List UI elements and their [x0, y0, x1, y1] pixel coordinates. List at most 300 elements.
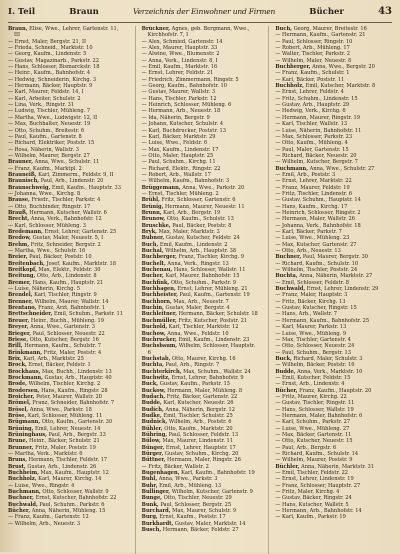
entry-details: Emil, Lehrer, Neuestr. 14 [35, 425, 101, 432]
entry-details: Peter, Maurer, Wallstr. 20 [36, 393, 102, 400]
entry-surname: Buck, [275, 355, 292, 362]
entry-details: Paul, Arb., Bergstr. 33 [48, 432, 106, 438]
entry-details: — Karl, Kaufm., Parkstr. 19 [275, 514, 346, 521]
entry-details: Max, Maurer, Schulstr. 9 [172, 508, 237, 515]
entry-surname: Budach, [141, 393, 166, 400]
entry-details: Anna, Wwe., Schulstr. 11 [34, 159, 100, 166]
page-header [8, 6, 392, 23]
entry-details: — Ludwig, Tischler, Mühleng. 7 [8, 108, 91, 115]
entry-details: Otto, Schlosser, Wallstr. 9 [42, 489, 109, 496]
entry-details: — Johann, Kutscher, Schulstr. 4 [141, 121, 224, 128]
entry-details: — Max, Bäcker, Gartenstr. 11 [275, 432, 352, 438]
entry-surname: Buchterkirch, [141, 368, 182, 375]
entry-details: — Frieda, Schneid., Marktstr. 10 [8, 45, 93, 52]
entry-details: — Fritz, Schuhm., Lindenstr. 15 [275, 95, 358, 102]
entry-details: Franz, Arzt, Bahnhofstr. 1 [38, 305, 105, 312]
entry-details: Emil, Kaufm., Lindenstr. 2 [159, 241, 228, 248]
entry-details: — Otto, Arb., Neuestr. 13 [275, 248, 341, 255]
right-column [268, 26, 392, 554]
entry-details: — Luise, Wwe., Ringstr. 4 [8, 482, 75, 489]
entry-details: Paul, Maurer, Bergstr. 30 [302, 254, 369, 261]
entry-surname: Buch, [141, 241, 159, 248]
entry-details: Max, Arb., Neuestr. 7 [173, 298, 229, 305]
entry-details: — Friedrich, Zimmermann, Ringstr. 5 [141, 76, 239, 83]
entry-details: Karl, Tischler, Marktstr. 12 [168, 324, 239, 331]
entry-surname: Brodersen, [8, 387, 40, 394]
entry-details: Anna, Näherin, Bergstr. 12 [165, 406, 235, 413]
entry-details: — Hermann, Maurer, Ringstr. 19 [275, 114, 360, 121]
entry-details: — Hedwig, Verk., Kirchg. 6 [275, 108, 346, 115]
entry-details: — Martha, Verk., Marktstr. 6 [8, 451, 83, 458]
entry-surname: Brühl, [141, 197, 160, 204]
entry-surname: Brentano, [8, 305, 37, 312]
entry-details: Fritz, Bäcker, Gartenstr. 22 [166, 393, 238, 400]
entry-details: — Anna, Verk., Lindenstr. 8, I [141, 57, 218, 64]
entry-surname: Brinkmann, [8, 349, 43, 356]
entry-details: Hermann, Tischler, Feldstr. 17 [28, 457, 108, 464]
entry-surname: Brösel, [8, 406, 29, 413]
entry-details: Ernst, Kutscher, Bahnhofstr. 22 [35, 495, 117, 502]
entry-details: — Luise, Wwe., Mühleng. 27 [275, 425, 350, 432]
entry-surname: Bruns, [8, 457, 28, 464]
entry-details: — Wilhelm, Arb., Neuestr. 3 [8, 520, 81, 527]
entry-details: Anna, Wwe., Parkstr. 20 [182, 184, 245, 191]
entry-surname: Buchelt, [141, 260, 166, 267]
entry-details: Karl, Tischler, Ringstr. 9 [34, 292, 97, 299]
entry-details: — Heinr., Kaufm., Bahnhofstr. 4 [8, 70, 91, 77]
entry-details: — Georg, Kaufm., Bahnhofstr. 10 [141, 83, 227, 90]
entry-details: — Hans, Kutscher, Wallstr. 5 [275, 501, 349, 508]
entry-details: — Wilhelm, Kutscher, Bergstr. 7 [275, 159, 358, 166]
entry-details: — Max, Kaufm., Lindenstr. 17 [141, 146, 219, 153]
entry-surname: Brüning, [8, 425, 34, 432]
entry-details: — Karl, Maurer, Parkstr. 13 [275, 324, 347, 331]
entry-details: Gustav, Arb., Hauptstr. 40 [44, 374, 112, 381]
entry-surname: Brune, [8, 438, 28, 445]
entry-surname: Brode, [8, 381, 27, 388]
entry-details: Otto, Tischler, Neuestr. 29 [163, 495, 232, 502]
entry-details: — Wilhelm, Maurer, Bergstr. 27 [8, 152, 90, 159]
entry-surname: Budde, [275, 368, 296, 375]
entry-surname: Buchhagen, [141, 286, 176, 293]
entry-surname: Buchleitner, [141, 311, 177, 318]
entry-surname: Brust, [8, 463, 26, 470]
entry-details: — Otto, Buchbinder, Ringstr. 17 [8, 203, 91, 210]
entry-details: Josef, Kaufm., Marktstr. 18 [46, 260, 116, 267]
entry-surname: Buhr, [141, 482, 158, 489]
entry-details: Karl, Maurer, Kirchg. 14 [38, 476, 102, 483]
entry-details: — Karl, Buchdrucker, Poststr. 13 [141, 127, 226, 134]
entry-details: Max, Maler, Marktstr. 3 [158, 229, 220, 235]
entry-surname: Buchholz, [275, 83, 304, 90]
entry-details: — Emil, Schlosser, Feldstr. 8 [275, 279, 349, 286]
entry-details: Ernst, Lehrer, Gartenstr. 25 [44, 229, 117, 235]
entry-surname: Braun, [8, 26, 28, 32]
entry-surname: Budde, [141, 400, 162, 407]
entry-surname: Bredemann, [8, 229, 43, 235]
entry-details: — Karl, Bäcker, Marktstr. 29 [141, 133, 216, 140]
entry-details: — Ernst, Maler, Bergstr. 21, II [8, 38, 87, 45]
entry-details: — Luise, Wwe., Feldstr. 6 [141, 140, 208, 147]
entry-surname: Breitung, [8, 273, 36, 280]
entry-surname: Buchmann, [275, 165, 309, 172]
entry-details: — Luise, Näherin, Kirchg. 5 [8, 286, 80, 293]
entry-details: — Wilhelm, Tischler, Poststr. 24 [275, 267, 358, 274]
entry-details: — Gustav, Tischler, Ringstr. 11 [275, 400, 355, 407]
entry-surname: Burchard, [141, 508, 171, 515]
entry-details: Otto, Schuhm., Parkstr. 9 [170, 279, 237, 286]
entry-details: Franz, Kaufm., Hauptstr. 20 [299, 387, 372, 394]
entry-details: — Paul, Maler, Gartenstr. 15 [275, 146, 349, 153]
entry-details: Ernst, Kaufm., Poststr. 17 [159, 514, 226, 521]
running-title: Verzeichnis der Einwohner und Firmen [132, 7, 276, 16]
entry-details: — Franz, Maler, Hauptstr. 3 [275, 292, 348, 299]
entry-details: — Ernst, Tischler, Mühleng. 2 [141, 190, 219, 197]
entry-surname: Brauneiß, [8, 171, 37, 178]
entry-surname: Brenner, [8, 298, 33, 305]
entry-details: — Richard, Kaufm., Schulstr. 14 [275, 451, 359, 458]
entry-details: Otto, Kaufm., Marktstr. 20 [164, 425, 233, 432]
entry-surname: Bunk, [141, 501, 159, 508]
entry-surname: Buchal, [141, 248, 164, 255]
entry-surname: Bugenhagen, [141, 470, 180, 477]
entry-details: Friedr., Tischler, Parkstr. 4 [31, 197, 101, 204]
entry-surname: Brügmann, [8, 419, 41, 426]
entry-details: Otto, Kutscher, Bergstr. 16 [29, 336, 99, 343]
entry-details: — Martha, Wwe., Schulstr. 16 [8, 248, 86, 255]
entry-details: Karl, Zimmerm., Feldstr. 9, II [38, 171, 114, 178]
entry-surname: Buchberger, [141, 254, 177, 261]
entry-surname: Broicher, [8, 393, 35, 400]
entry-details: Ernst, Lehrer, Hauptstr. 17 [165, 444, 236, 451]
entry-details: Wilhelm, Kutscher, Gartenstr. 9 [171, 489, 253, 496]
entry-details: — Gustav, Bäcker, Ringstr. 24 [275, 495, 352, 502]
entry-details: — Hermann, Arb., Neuestr. 18 [141, 108, 221, 115]
entry-surname: Bücher, [275, 387, 298, 394]
directory-entry [142, 26, 259, 39]
entry-details: — Franz, Kaufm., Schulstr. 1 [275, 70, 350, 77]
entry-surname: Bryk, [141, 229, 157, 235]
entry-details: Karl, Maurer, Bahnhofstr. 15 [165, 273, 240, 280]
entry-surname: Buchner, [275, 254, 302, 261]
entry-details: — Hans, Arb., Wallstr. 7 [275, 311, 338, 318]
entry-surname: Buchta, [275, 273, 298, 280]
entry-surname: Braunschweig, [8, 184, 51, 191]
entry-details: — Karl, Bäcker, Poststr. 11 [275, 76, 345, 83]
entry-surname: Breyer, [8, 324, 29, 331]
entry-details: — Ernst, Arb., Lindenstr. 4 [275, 381, 345, 388]
entry-details: Emil, Kutscher, Marktstr. 8 [305, 83, 376, 90]
entry-surname: Brüninghaus, [8, 432, 47, 438]
entry-surname: Buchwald, [275, 286, 306, 293]
entry-details: Heinr., Buchh., Mühleng. 19 [30, 317, 104, 324]
entry-details: Anna, Wwe., Bergstr. 20 [312, 64, 375, 71]
entry-details: — Gustav, Kutscher, Ringstr. 15 [275, 305, 357, 312]
part-label: I. Teil [8, 7, 36, 17]
entry-details: Elise, Wwe., Lehrer, Gartenstr. 11, III [14, 26, 119, 39]
entry-surname: Buchow, [141, 330, 166, 337]
entry-surname: Bülow, [141, 438, 161, 445]
entry-details: Karl, Kutscher, Neuestr. 26 [163, 400, 234, 407]
entry-surname: Buchholz, [8, 476, 37, 483]
entry-surname: Bünger, [141, 444, 165, 451]
entry-details: Agnes, geb. Bergmann, Wwe., Kirchhofstr. 7, I [147, 26, 250, 39]
entry-details: — Martha, Wwe., Ludwigstr. 12, II [8, 114, 98, 121]
entry-details: Gustav, Kaufm., Parkstr. 15 [159, 381, 230, 388]
entry-surname: Buchstab, [141, 355, 171, 362]
entry-surname: Brüggemann, [141, 184, 181, 191]
entry-surname: Brauß, [8, 209, 28, 216]
entry-surname: Bremer, [8, 279, 31, 286]
entry-details: — Fritz, Maler, Kirchg. 4 [275, 489, 340, 496]
entry-surname: Bullinger, [141, 489, 171, 496]
entry-details: — Gustav, Maurer, Wallstr. 3 [141, 89, 216, 96]
entry-details: — Emil, Kutscher, Feldstr. 15 [275, 374, 351, 381]
entry-details: Hermann, Maurer, Neuestr. 11 [164, 203, 245, 210]
entry-details: Gustav, Maler, Neuestr. 5, I [32, 235, 104, 242]
entry-surname: Brunow, [141, 216, 166, 223]
entry-details: Anna, Wwe., Gartenstr. 3 [30, 324, 96, 331]
entry-details: Hermann, Bäcker, Feldstr. 27 [162, 527, 239, 534]
entry-surname: Buchwitz, [141, 374, 170, 381]
entry-details: — Richard, Kaufm., Schulstr. 10 [275, 260, 359, 267]
entry-details: Paul, Bäcker, Poststr. 8 [172, 222, 232, 229]
entry-details: — Georg, Kaufm., Lindenstr. 5 [8, 51, 87, 58]
entry-details: — Paul, Schlosser, Ringstr. 10 [275, 38, 353, 45]
entry-surname: Buchwald, [8, 501, 38, 508]
entry-surname: Buchta, [141, 362, 164, 369]
entry-surname: Brömel, [8, 400, 31, 407]
entry-surname: Buchhorn, [141, 298, 172, 305]
entry-details: Anna, Wwe., Parkstr. 18 [29, 406, 92, 413]
entry-surname: Buchrucker, [141, 336, 177, 343]
entry-surname: Buhl, [141, 476, 158, 483]
entry-details: — Franz, Kaufm., Gartenstr. 12 [8, 514, 89, 521]
entry-details: — Richard, Elektr., Ringstr. 22 [141, 165, 221, 172]
entry-surname: Bubner, [141, 235, 165, 242]
entry-details: — Luise, Wwe., Mühleng. 23 [275, 235, 350, 242]
entry-surname: Bücher, [8, 508, 31, 515]
directory-entry [275, 514, 392, 520]
entry-details: — Hans, Schlosser, Wallstr. 19 [275, 406, 354, 413]
entry-details: Georg, Maurer, Breitestr. 16 [293, 26, 367, 32]
entry-details: Hermann, Bäcker, Schulstr. 18 [178, 311, 258, 318]
entry-details: — Emil, Kaufm., Marktstr. 16 [141, 64, 218, 71]
entry-details: — Paul, Kaufm., Gartenstr. 8 [8, 133, 82, 140]
entry-details: — Ernst, Lehrer, Marktstr. 22 [275, 178, 352, 185]
entry-details: Paul, Kaufm., Gartenstr. 19 [179, 292, 250, 299]
entry-details: — Robert, Arb., Mühleng. 17 [275, 45, 350, 52]
entry-details: Anna, Näherin, Marktstr. 27 [299, 273, 373, 280]
entry-details: — Lina, Verk., Ringstr. 31 [8, 102, 75, 109]
entry-details: — Gustav, Arb., Hauptstr. 29 [275, 102, 350, 109]
entry-details: Hermann, Maler, Ringstr. 26 [167, 457, 241, 464]
entry-surname: Buchfink, [141, 279, 170, 286]
entry-details: Max, Schuhm., Wallstr. 24 [183, 368, 251, 375]
entry-surname: Buchenau, [141, 267, 173, 274]
entry-details: — Otto, Maler, Hauptstr. 25 [141, 152, 214, 159]
entry-surname: Brunn, [141, 209, 162, 216]
entry-details: Karl, Arb., Bergstr. 19 [163, 209, 221, 216]
entry-details: — Gustav, Schuhm., Hauptstr. 14 [275, 197, 361, 204]
entry-details: — Max, Schlosser, Parkstr. 23 [275, 133, 353, 140]
entry-details: Fritz, Maler, Poststr. 19 [35, 444, 96, 451]
entry-details: — Hans, Tischler, Parkstr. 12 [141, 95, 217, 102]
directory-entry [8, 521, 125, 527]
entry-details: — Paul, Schuhm., Kirchg. 11 [141, 159, 216, 166]
column-head-right: Bücher [309, 7, 344, 17]
entry-details: Gustav, Kutscher, Feldstr. 24 [165, 235, 240, 242]
entry-surname: Brendel, [8, 292, 33, 299]
entry-details: — Karl, Arbeiter, Schulstr. 2 [8, 95, 81, 102]
entry-details: Gustav, Maler, Marktstr. 14 [174, 520, 246, 527]
entry-surname: Brix, [8, 355, 22, 362]
entry-surname: Bühler, [141, 425, 163, 432]
entry-details: Hermann, Maler, Mühleng. 8 [167, 387, 243, 394]
entry-details: Paul, Schuhm., Parkstr. 6 [39, 501, 105, 508]
entry-details: — Karl, Schlosser, Mühleng. 3 [8, 222, 86, 229]
entry-details: — Hermann, Kaufm., Bahnhofstr. 25 [275, 317, 370, 324]
entry-details: — Max, Buchhalter, Neuestr. 19 [8, 121, 91, 128]
entry-surname: Brill, [8, 343, 23, 350]
entry-surname: Burg, [141, 514, 158, 521]
entry-details: Hermann, Kutscher, Wallstr. 6 [29, 209, 107, 216]
page-number: 43 [378, 6, 392, 17]
entry-details: Karl, Schlosser, Mühleng. 11 [27, 412, 103, 419]
entry-details: Emil, Kaufm., Hauptstr. 33 [51, 184, 121, 191]
entry-details: Otto, Arb., Lindenstr. 8 [36, 273, 97, 280]
entry-details: Fritz, Maler, Poststr. 4 [43, 349, 102, 356]
entry-details: Emil, Kaufm., Lindenstr. 23 [178, 336, 250, 343]
entry-surname: Breier, [8, 254, 28, 261]
directory-entry [8, 26, 125, 39]
entry-surname: Brauner, [8, 159, 34, 166]
entry-surname: Busch, [141, 527, 162, 534]
entry-details: — Rosa, Näherin, Wallstr. 3 [8, 146, 79, 153]
entry-details: — Hans, Schlosser, Bismarckstr. 18 [8, 64, 100, 71]
entry-surname: Breitkopf, [8, 267, 37, 274]
entry-surname: Burkhardt, [141, 520, 174, 527]
entry-surname: Buchmüller, [141, 317, 177, 324]
entry-details: — Wilhelm, Maler, Neuestr. 8 [275, 57, 352, 64]
entry-details: — Emil, Tischler, Feldstr. 22 [275, 470, 349, 477]
entry-details: Heinr., Bäcker, Schulstr. 21 [29, 438, 100, 445]
entry-surname: Büttner, [141, 457, 166, 464]
entry-details: Hans, Kaufm., Hauptstr. 21 [32, 279, 104, 286]
entry-surname: Buchner, [8, 495, 34, 502]
entry-surname: Brieger, [8, 330, 32, 337]
entry-surname: Brückner, [141, 26, 171, 32]
entry-surname: Brecht, [8, 216, 30, 223]
entry-surname: Bühring, [141, 432, 168, 438]
entry-surname: Brunner, [8, 444, 34, 451]
entry-details: Wilhelm, Schlosser, Hauptstr. 6 [147, 343, 256, 356]
directory-entry [142, 527, 259, 533]
entry-details: — Wilhelm, Kaufm., Bahnhofstr. 3 [141, 178, 230, 185]
entry-surname: Braunisch, [8, 178, 40, 185]
entry-details: — Karl, Maurer, Feldstr. 14, I [8, 89, 84, 96]
entry-surname: Buchmann, [8, 489, 41, 496]
entry-details: — Emil, Arb., Poststr. 3 [275, 171, 336, 178]
entry-details: — Karl, Schuhm., Parkstr. 27 [275, 419, 351, 426]
entry-surname: Buchheim, [8, 470, 39, 477]
entry-details: — Wilhelm, Maurer, Poststr. 9 [275, 457, 353, 464]
entry-details: Anna, Verk., Ringstr. 13 [167, 260, 229, 267]
entry-details: — Max, Tischler, Gartenstr. 4 [275, 336, 351, 343]
entry-details: — Otto, Kaufm., Mühleng. 4 [275, 140, 348, 147]
entry-surname: Brünig, [141, 203, 164, 210]
entry-details: — Franz, Schlosser, Hauptstr. 27 [275, 482, 361, 489]
entry-surname: Buchold, [141, 324, 168, 331]
entry-details: Ernst, Bäcker, Feldstr. 1 [28, 362, 91, 369]
entry-surname: Buck, [141, 381, 159, 388]
entry-details: Gustav, Schuhm., Kirchg. 20 [164, 451, 239, 458]
entry-surname: Brock, [8, 362, 27, 369]
entry-details: — Heinrich, Schlosser, Ringstr. 2 [275, 209, 361, 216]
entry-details: — Hermann, Bäcker, Hauptstr. 9 [8, 83, 93, 90]
entry-surname: Buchberger, [275, 64, 311, 71]
entry-details: — Luise, Wwe., Mühleng. 9 [275, 330, 347, 337]
entry-details: — Franz, Kaufm., Marktpl. 2 [8, 165, 82, 172]
entry-details: — Hermann, Maler, Wallstr. 26 [275, 216, 355, 223]
entry-details: — Otto, Schlosser, Neuestr. 24 [275, 343, 355, 350]
entry-details: Paul, Arb., Ringstr. 7 [165, 362, 220, 369]
entry-details: Karl, Kaufm., Bahnhofstr. 19 [181, 470, 255, 477]
entry-details: — Karl, Bäcker, Parkstr. 7 [275, 229, 342, 235]
entry-details: Franz, Schneider, Bahnhofstr. 7 [32, 400, 115, 407]
directory-columns [8, 26, 392, 554]
entry-details: Wilhelm, Arb., Poststr. 6 [168, 419, 232, 426]
entry-details: Fritz, Schneider, Bergstr. 2 [30, 241, 101, 248]
entry-details: Ernst, Lehrer, Bahnhofstr. 9 [171, 374, 244, 381]
entry-surname: Bucher, [141, 273, 164, 280]
entry-details: Anna, Wwe., Feldstr. 10 [167, 330, 229, 337]
entry-details: Anna, Näherin, Mühleng. 15 [31, 508, 106, 515]
entry-surname: Brockhaus, [8, 368, 41, 375]
entry-details: — Fritz, Tischler, Lindenstr. 6 [275, 190, 353, 197]
entry-surname: Buchin, [141, 305, 164, 312]
entry-details: Anna, Näherin, Marktstr. 31 [301, 463, 375, 470]
entry-details: — Hermann, Arb., Bahnhofstr. 14 [275, 508, 362, 515]
entry-details: — Fritz, Bäcker, Wallstr. 2 [141, 463, 209, 470]
entry-details: — Hermann, Maler, Bahnhofstr. 6 [275, 412, 363, 419]
entry-details: — Franz, Maurer, Feldstr. 19 [275, 184, 350, 191]
entry-details: — Fritz, Bäcker, Kirchg. 13 [275, 298, 346, 305]
entry-details: Emil, Arb., Mühleng. 13 [159, 482, 222, 489]
entry-surname: Briese, [8, 336, 29, 343]
entry-details: Paul, Schlosser, Bergstr. 25 [160, 501, 232, 508]
entry-surname: Brettschneider, [8, 311, 53, 318]
entry-surname: Budnick, [141, 419, 168, 426]
entry-details: — Paul, Schuhm., Bergstr. 13 [275, 349, 352, 356]
entry-surname: Buch, [275, 26, 292, 32]
entry-surname: Büchler, [275, 463, 300, 470]
entry-details: — Hermann, Kaufm., Gartenstr. 21 [275, 32, 366, 39]
entry-surname: Bürger, [141, 451, 164, 458]
entry-details: — Alwine, Wwe., Blumenstr. 2 [141, 51, 220, 58]
entry-details: — Johanna, Wwe., Kirchg. 8 [8, 190, 81, 197]
entry-details: — Karl, Tischler, Wallstr. 13 [275, 121, 348, 128]
entry-surname: Bröse, [8, 412, 27, 419]
entry-details: Wilhelm, Tischler, Kirchg. 2 [28, 381, 101, 388]
entry-surname: Brehm, [8, 241, 30, 248]
entry-surname: Bredow, [8, 235, 31, 242]
entry-details: — Fritz, Maurer, Kirchg. 22 [275, 393, 347, 400]
entry-details: — Otto, Kutscher, Neuestr. 15 [275, 438, 353, 445]
entry-details: — Walter, Tischler, Parkstr. 2 [275, 51, 350, 58]
entry-details: — Johanna, Verk., Bahnhofstr. 18 [275, 222, 361, 229]
entry-surname: Budich, [141, 406, 164, 413]
